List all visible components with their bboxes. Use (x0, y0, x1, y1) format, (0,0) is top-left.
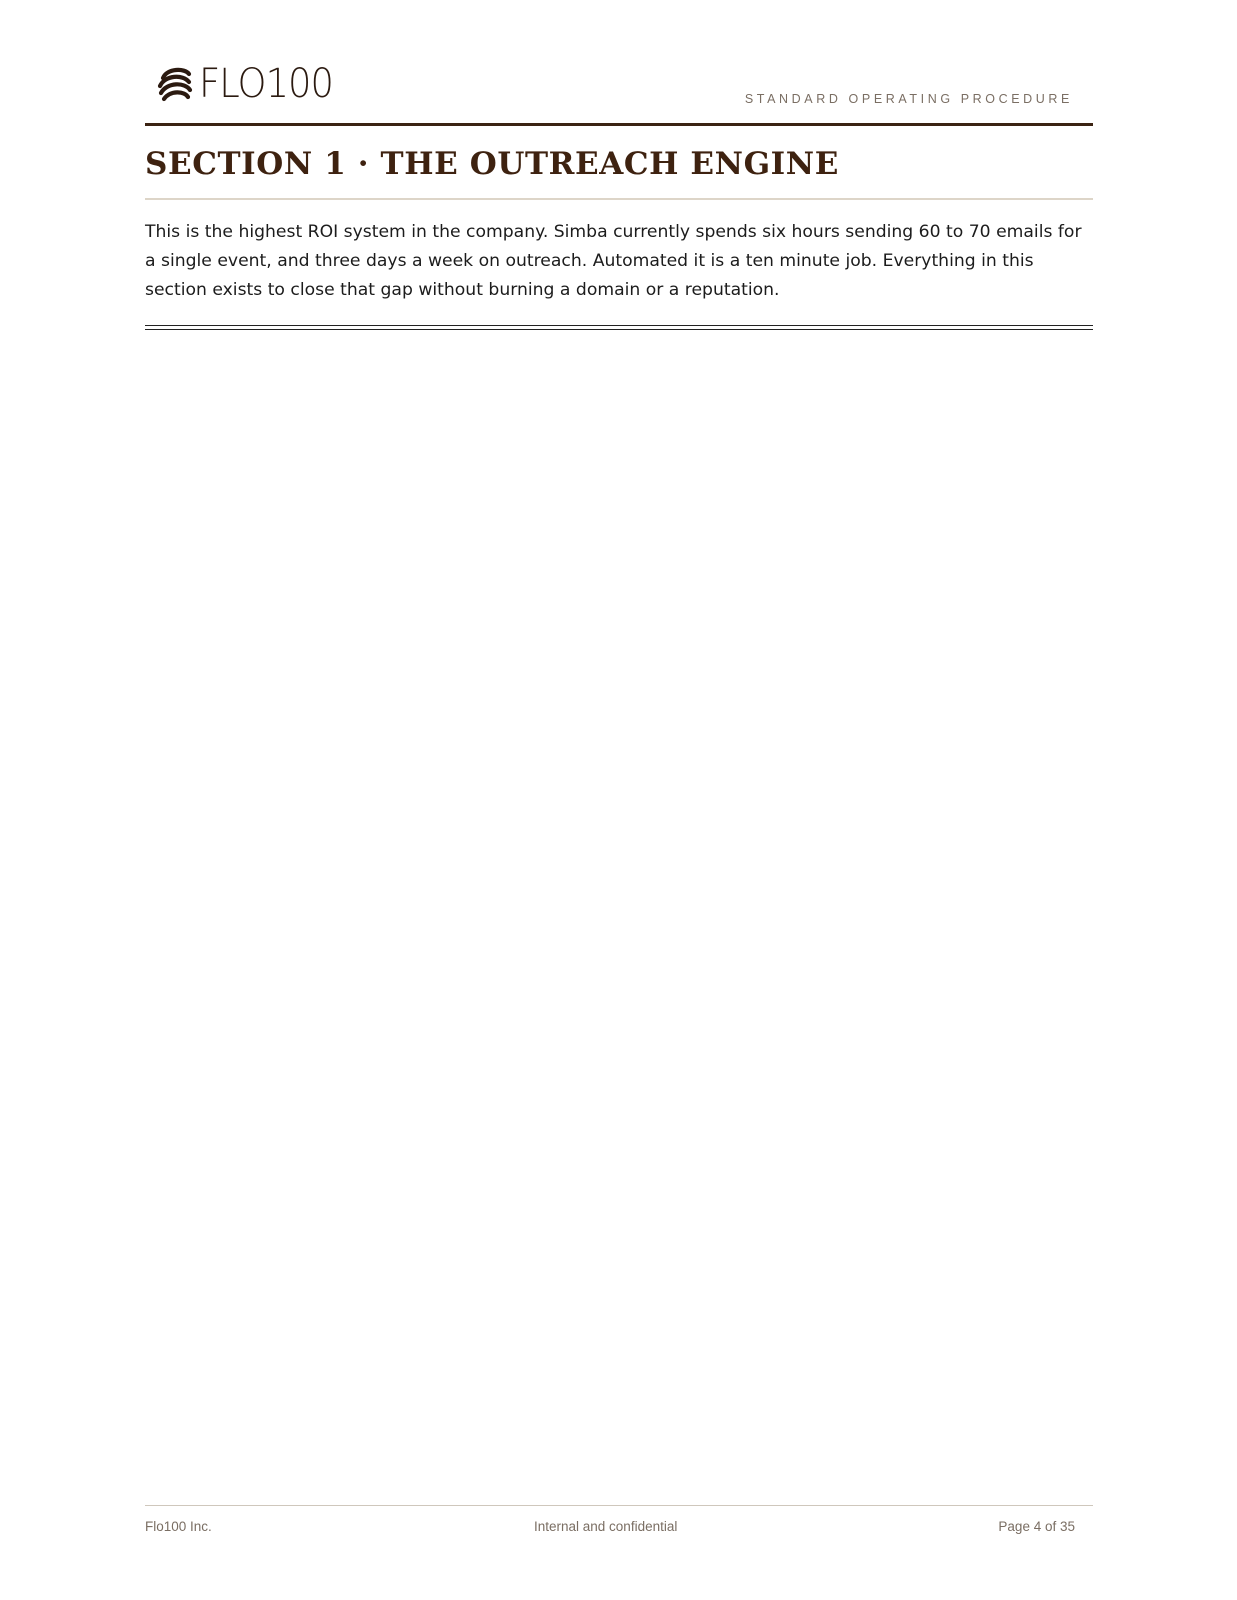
footer-company: Flo100 Inc. (145, 1519, 212, 1534)
title-divider (145, 198, 1093, 200)
page-footer (145, 1519, 1093, 1539)
intro-paragraph: This is the highest ROI system in the company. Simba currently spends six hours sending 60 to 70 emails for a single event, and three days a week on outreach. Automated it is a ten minute job. Everything in this section exists to close that gap without burning a domain or a reputation. (145, 222, 1082, 300)
section-title: SECTION 1 · THE OUTREACH ENGINE (145, 146, 839, 182)
page-header (145, 60, 1093, 124)
swirl-logo-icon (155, 64, 195, 104)
logo (155, 62, 345, 106)
logo-wordmark: FLO100 (199, 61, 334, 107)
page-number: Page 4 of 35 (998, 1519, 1075, 1534)
footer-classification: Internal and confidential (534, 1519, 678, 1534)
section-end-divider (145, 325, 1093, 330)
document-type-label: STANDARD OPERATING PROCEDURE (744, 92, 1073, 106)
footer-divider (145, 1505, 1093, 1506)
document-page (145, 0, 1093, 1600)
header-divider (145, 123, 1093, 126)
